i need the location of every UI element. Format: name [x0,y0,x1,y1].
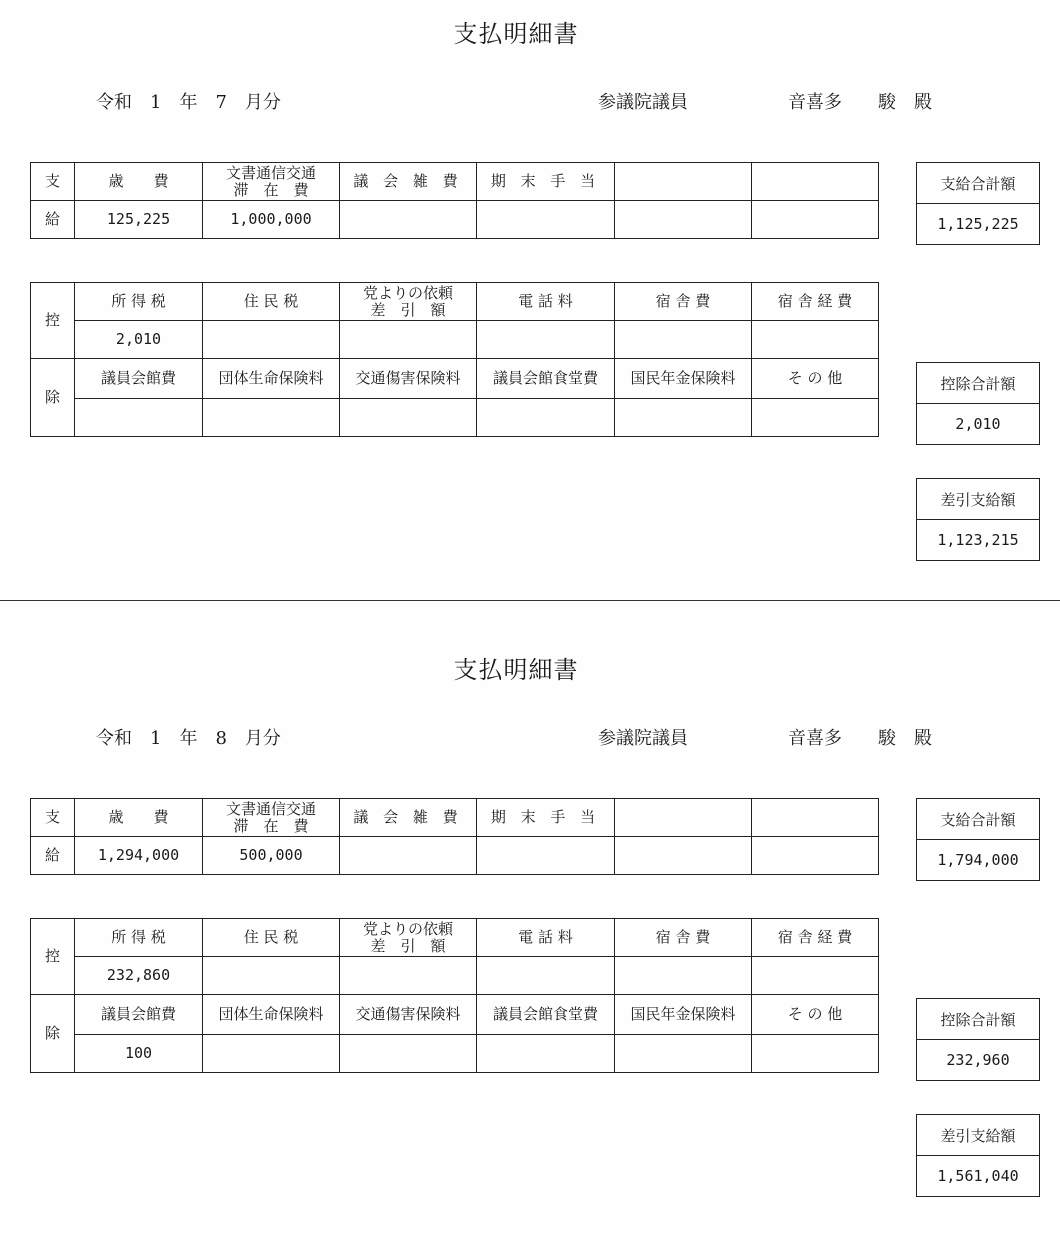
header-line: 滞 在 費 [233,180,309,199]
payment-header-cell: 議 会 雑 費 [340,799,477,837]
deduction-header-cell: そ の 他 [752,359,879,399]
payment-side-label: 支 [31,163,75,201]
payment-total-value: 1,125,225 [917,204,1040,245]
deduction-total-label: 控除合計額 [917,363,1040,404]
deduction-header-cell: そ の 他 [752,995,879,1035]
payment-value-cell [477,837,615,875]
payment-value-cell: 125,225 [75,201,203,239]
payment-value-cell [752,201,879,239]
payment-header-cell: 期 末 手 当 [477,799,615,837]
payment-value-cell [477,201,615,239]
statement-period: 令和 1 年 7 月分 [96,92,281,113]
header-line: 党よりの依頼 [362,919,453,938]
deduction-header-cell: 宿 舎 経 費 [752,283,879,321]
deduction-value-cell [477,399,615,437]
deduction-side-label: 除 [31,995,75,1073]
deduction-header-cell: 宿 舎 費 [615,919,752,957]
deduction-value-cell [615,399,752,437]
statement-divider [0,600,1060,601]
deduction-value-cell [203,1035,340,1073]
payment-header-cell: 議 会 雑 費 [340,163,477,201]
deduction-header-cell: 議員会館費 [75,359,203,399]
payment-total-label: 支給合計額 [917,799,1040,840]
payment-total-box [916,798,1040,881]
payment-header-cell [615,799,752,837]
header-line: 滞 在 費 [233,816,309,835]
payment-header-cell [752,163,879,201]
payment-total-box [916,162,1040,245]
member-position: 参議院議員 [598,728,688,749]
deduction-header-cell: 宿 舎 費 [615,283,752,321]
payment-table [30,798,879,875]
net-pay-label: 差引支給額 [917,479,1040,520]
deduction-value-cell [752,399,879,437]
payment-value-cell: 1,294,000 [75,837,203,875]
deduction-value-cell: 100 [75,1035,203,1073]
deduction-value-cell [340,1035,477,1073]
deduction-value-cell [752,957,879,995]
deduction-value-cell [340,399,477,437]
payment-side-label: 給 [31,201,75,239]
header-line: 文書通信交通 [225,799,316,818]
deduction-header-cell: 宿 舎 経 費 [752,919,879,957]
deduction-value-cell [340,321,477,359]
deduction-value-cell [615,1035,752,1073]
deduction-header-cell: 交通傷害保険料 [340,359,477,399]
header-line: 差 引 額 [370,300,446,319]
payment-value-cell [615,201,752,239]
payment-header-cell [203,799,340,837]
header-line: 差 引 額 [370,936,446,955]
deduction-header-cell: 議員会館食堂費 [477,359,615,399]
deduction-header-cell [340,919,477,957]
payment-value-cell [615,837,752,875]
deduction-value-cell [340,957,477,995]
statement-period: 令和 1 年 8 月分 [96,728,281,749]
deduction-header-cell: 交通傷害保険料 [340,995,477,1035]
payment-value-cell: 500,000 [203,837,340,875]
net-pay-value: 1,123,215 [917,520,1040,561]
payment-total-label: 支給合計額 [917,163,1040,204]
payment-table [30,162,879,239]
payment-header-cell: 歳 費 [75,163,203,201]
deduction-total-value: 2,010 [917,404,1040,445]
deduction-header-cell: 団体生命保険料 [203,359,340,399]
deduction-value-cell: 2,010 [75,321,203,359]
member-name: 音喜多 駿 殿 [788,728,932,749]
deduction-side-label: 控 [31,919,75,995]
deduction-value-cell [75,399,203,437]
deduction-header-cell: 所 得 税 [75,283,203,321]
deduction-side-label: 控 [31,283,75,359]
payment-header-cell: 期 末 手 当 [477,163,615,201]
header-line: 党よりの依頼 [362,283,453,302]
deduction-header-cell: 電 話 料 [477,283,615,321]
deduction-total-value: 232,960 [917,1040,1040,1081]
deduction-value-cell [615,957,752,995]
deduction-value-cell [752,1035,879,1073]
net-pay-box [916,1114,1040,1197]
payment-header-cell [615,163,752,201]
payment-header-cell: 歳 費 [75,799,203,837]
header-line: 文書通信交通 [225,163,316,182]
deduction-value-cell [203,399,340,437]
net-pay-value: 1,561,040 [917,1156,1040,1197]
payment-value-cell [752,837,879,875]
statement-title: 支払明細書 [453,20,579,48]
deduction-value-cell [615,321,752,359]
statement-title: 支払明細書 [453,656,579,684]
deduction-header-cell: 国民年金保険料 [615,359,752,399]
deduction-value-cell [203,321,340,359]
payment-value-cell [340,201,477,239]
deduction-header-cell: 電 話 料 [477,919,615,957]
deduction-total-box [916,362,1040,445]
deduction-header-cell: 住 民 税 [203,919,340,957]
statement-july [0,0,1060,600]
deduction-value-cell: 232,860 [75,957,203,995]
member-name: 音喜多 駿 殿 [788,92,932,113]
deduction-table [30,918,879,1073]
deduction-value-cell [752,321,879,359]
payment-header-cell [752,799,879,837]
payment-total-value: 1,794,000 [917,840,1040,881]
deduction-header-cell: 議員会館食堂費 [477,995,615,1035]
payment-side-label: 給 [31,837,75,875]
payment-value-cell [340,837,477,875]
net-pay-box [916,478,1040,561]
deduction-value-cell [477,321,615,359]
deduction-table [30,282,879,437]
deduction-header-cell: 議員会館費 [75,995,203,1035]
statement-august [0,636,1060,1236]
deduction-header-cell [340,283,477,321]
deduction-value-cell [203,957,340,995]
deduction-value-cell [477,957,615,995]
deduction-header-cell: 国民年金保険料 [615,995,752,1035]
member-position: 参議院議員 [598,92,688,113]
deduction-header-cell: 所 得 税 [75,919,203,957]
deduction-value-cell [477,1035,615,1073]
net-pay-label: 差引支給額 [917,1115,1040,1156]
payment-header-cell [203,163,340,201]
payment-value-cell: 1,000,000 [203,201,340,239]
deduction-side-label: 除 [31,359,75,437]
deduction-header-cell: 住 民 税 [203,283,340,321]
payment-side-label: 支 [31,799,75,837]
deduction-total-label: 控除合計額 [917,999,1040,1040]
deduction-total-box [916,998,1040,1081]
deduction-header-cell: 団体生命保険料 [203,995,340,1035]
